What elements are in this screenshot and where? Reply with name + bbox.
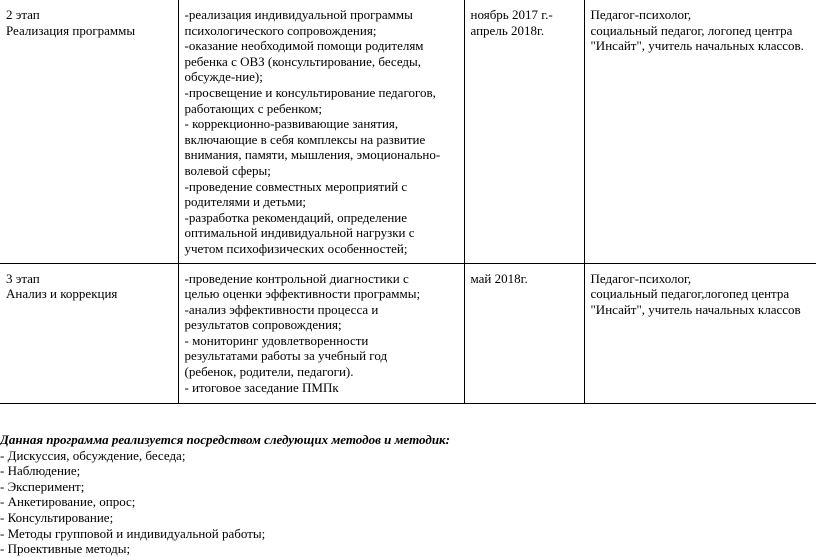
content-line: волевой сферы; bbox=[184, 162, 271, 178]
stage-title: Реализация программы bbox=[6, 22, 136, 38]
responsible-line: "Инсайт", учитель начальных классов. bbox=[590, 38, 804, 54]
table-row bbox=[0, 0, 816, 263]
table-row bbox=[0, 263, 816, 403]
content-line: результатами работы за учебный год bbox=[184, 348, 388, 364]
responsible-cell bbox=[584, 0, 816, 263]
content-line: - коррекционно-развивающие занятия, bbox=[184, 116, 399, 132]
stage-number: 3 этап bbox=[6, 270, 40, 286]
methods-section bbox=[0, 432, 816, 557]
content-line: - мониторинг удовлетворенности bbox=[184, 332, 369, 348]
stage-cell bbox=[0, 0, 178, 263]
list-item: - Методы групповой и индивидуальной работы; bbox=[0, 525, 266, 541]
list-item: - Наблюдение; bbox=[0, 463, 81, 479]
content-line: оптимальной индивидуальной нагрузки с bbox=[184, 225, 415, 241]
period-cell bbox=[464, 0, 584, 263]
methods-heading: Данная программа реализуется посредством следующих методов и методик: bbox=[0, 432, 450, 447]
content-line: -проведение совместных мероприятий с bbox=[184, 178, 408, 194]
responsible-line: социальный педагог,логопед центра bbox=[590, 286, 790, 302]
content-line: результатов сопровождения; bbox=[184, 317, 342, 333]
content-line: -анализ эффективности процесса и bbox=[184, 301, 379, 317]
responsible-line: Педагог-психолог, bbox=[590, 7, 692, 22]
content-line: обсужде-ние); bbox=[184, 69, 263, 85]
responsible-cell bbox=[584, 263, 816, 403]
list-item: - Проективные методы; bbox=[0, 541, 131, 557]
content-line: (ребенок, родители, педагоги). bbox=[184, 364, 354, 380]
content-line: -проведение контрольной диагностики с bbox=[184, 270, 409, 286]
list-item: - Консультирование; bbox=[0, 509, 114, 525]
content-line: работающих с ребенком; bbox=[184, 100, 322, 116]
responsible-line: социальный педагог, логопед центра bbox=[590, 22, 793, 38]
content-line: включающие в себя комплексы на развитие bbox=[184, 131, 426, 147]
responsible-line: Педагог-психолог, bbox=[590, 270, 692, 286]
content-line: внимания, памяти, мышления, эмоционально- bbox=[184, 147, 441, 163]
stage-title: Анализ и коррекция bbox=[6, 286, 118, 302]
period-cell bbox=[464, 263, 584, 403]
period-line: ноябрь 2017 г.- bbox=[470, 7, 553, 22]
list-item: - Эксперимент; bbox=[0, 478, 85, 494]
stage-cell bbox=[0, 263, 178, 403]
content-line: учетом психофизических особенностей; bbox=[184, 240, 408, 256]
content-line: психологического сопровождения; bbox=[184, 22, 377, 38]
content-cell bbox=[178, 0, 464, 263]
list-item: - Дискуссия, обсуждение, беседа; bbox=[0, 447, 186, 463]
content-line: целью оценки эффективности программы; bbox=[184, 286, 421, 302]
content-line: - итоговое заседание ПМПк bbox=[184, 379, 339, 395]
content-line: -реализация индивидуальной программы bbox=[184, 7, 413, 22]
stage-number: 2 этап bbox=[6, 7, 40, 22]
content-cell bbox=[178, 263, 464, 403]
list-item: - Анкетирование, опрос; bbox=[0, 494, 136, 510]
content-line: ребенка с ОВЗ (консультирование, беседы, bbox=[184, 53, 422, 69]
period-line: апрель 2018г. bbox=[470, 22, 545, 38]
responsible-line: "Инсайт", учитель начальных классов bbox=[590, 301, 801, 317]
period-line: май 2018г. bbox=[470, 270, 528, 286]
content-line: -оказание необходимой помощи родителям bbox=[184, 38, 424, 54]
content-line: родителями и детьми; bbox=[184, 194, 307, 210]
content-line: -разработка рекомендаций, определение bbox=[184, 209, 408, 225]
content-line: -просвещение и консультирование педагогов, bbox=[184, 84, 436, 100]
